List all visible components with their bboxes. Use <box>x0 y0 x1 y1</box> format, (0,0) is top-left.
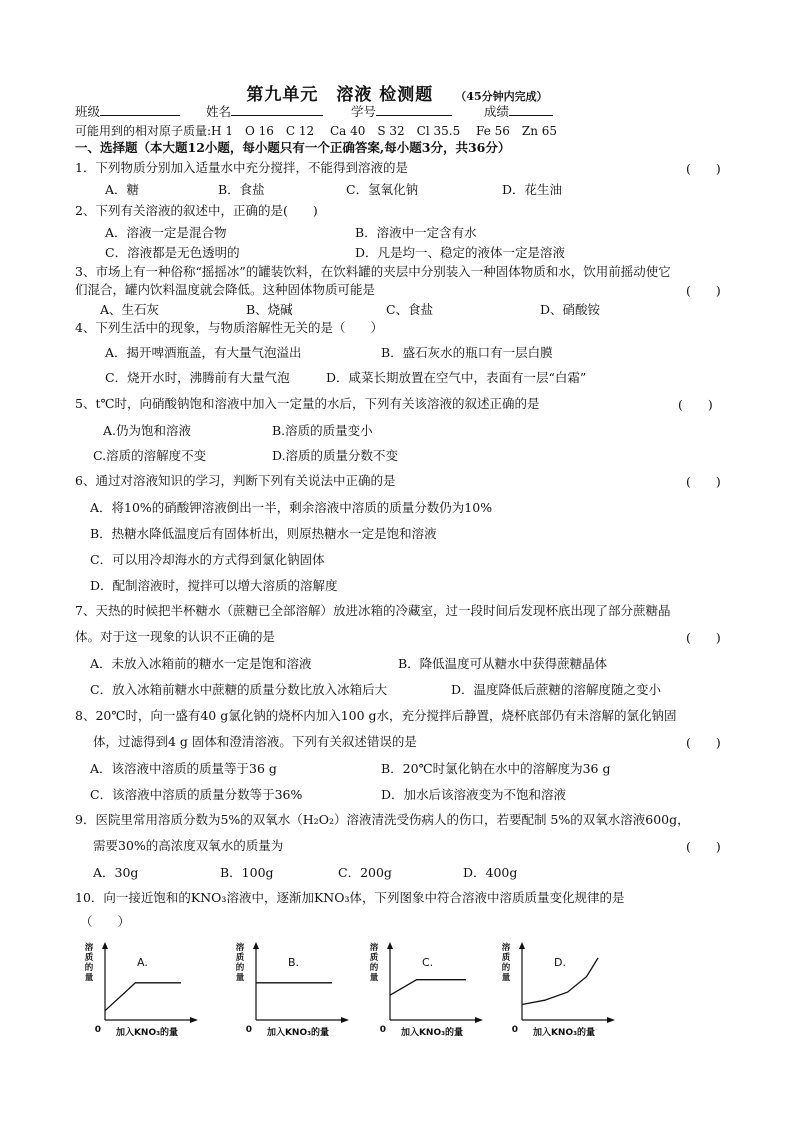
title-text: 第九单元 溶液 检测题 <box>246 85 434 105</box>
field-label-name: 姓名 <box>206 104 232 119</box>
graph-c-xlabel: 加入KNO₃的量 <box>400 1028 464 1038</box>
q7-option-d[interactable]: D．温度降低后蔗糖的溶解度随之变小 <box>451 682 662 697</box>
graph-a-y-arrow <box>102 942 108 949</box>
q5-option-b[interactable]: B.溶质的质量变小 <box>272 423 373 438</box>
name-blank[interactable] <box>231 103 323 116</box>
answer-paren-3[interactable]: ( ) <box>686 283 721 298</box>
q9-option-c[interactable]: C．200g <box>338 865 392 880</box>
q2-option-c[interactable]: C．溶液都是无色透明的 <box>105 245 240 260</box>
q6-option-a[interactable]: A．将10%的硝酸钾溶液倒出一半，剩余溶液中溶质的质量分数仍为10% <box>90 500 493 515</box>
graph-c-x-arrow <box>475 1017 483 1023</box>
q5-option-d[interactable]: D.溶质的质量分数不变 <box>272 448 399 463</box>
graph-a-ylabel-char: 质 <box>84 953 94 963</box>
question-1: 1．下列物质分别加入适量水中充分搅拌，不能得到溶液的是 <box>75 160 408 175</box>
graph-a-label: A. <box>137 956 148 969</box>
answer-paren-1[interactable]: ( ) <box>686 161 721 176</box>
q4-option-a[interactable]: A．揭开啤酒瓶盖，有大量气泡溢出 <box>105 345 302 360</box>
q9-option-a[interactable]: A．30g <box>93 865 139 880</box>
q8-option-c[interactable]: C．该溶液中溶质的质量分数等于36% <box>90 787 303 802</box>
graph-c-curve <box>390 980 466 996</box>
q6-option-d[interactable]: D．配制溶液时，搅拌可以增大溶质的溶解度 <box>90 578 338 593</box>
q8-option-a[interactable]: A．该溶液中溶质的质量等于36 g <box>90 761 277 776</box>
q4-option-c[interactable]: C．烧开水时，沸腾前有大量气泡 <box>105 370 290 385</box>
graph-c-label: C. <box>422 956 434 969</box>
q9-option-b[interactable]: B．100g <box>220 865 274 880</box>
q4-option-b[interactable]: B．盛石灰水的瓶口有一层白膜 <box>381 345 553 360</box>
graph-a-origin: 0 <box>94 1025 101 1035</box>
graph-d-ylabel-char: 质 <box>501 953 511 963</box>
student-info-row <box>75 103 553 121</box>
graph-c-y-arrow <box>387 942 393 949</box>
question-7-line-1: 7、天热的时候把半杯糖水（蔗糖已全部溶解）放进冰箱的冷藏室，过一段时间后发现杯底出现了部分蔗糖晶 <box>75 603 671 618</box>
q8-option-b[interactable]: B．20℃时氯化钠在水中的溶解度为36 g <box>381 761 611 776</box>
q6-option-c[interactable]: C．可以用冷却海水的方式得到氯化钠固体 <box>90 552 325 567</box>
question-3-line-1: 3、市场上有一种俗称“摇摇冰”的罐装饮料，在饮料罐的夹层中分别装入一种固体物质和水，饮用前摇动使它 <box>75 264 671 279</box>
graph-d-xlabel: 加入KNO₃的量 <box>532 1028 596 1038</box>
graph-d-y-arrow <box>519 942 525 949</box>
q4-option-d[interactable]: D．咸菜长期放置在空气中，表面有一层“白霜” <box>326 370 587 385</box>
graph-a-x-arrow <box>190 1017 198 1023</box>
graph-b-y-arrow <box>253 942 259 949</box>
q2-option-b[interactable]: B．溶液中一定含有水 <box>355 225 477 240</box>
q7-option-b[interactable]: B．降低温度可从糖水中获得蔗糖晶体 <box>398 656 608 671</box>
page-title <box>0 80 794 105</box>
question-10-line-2: （ ） <box>80 914 131 929</box>
q2-option-d[interactable]: D．凡是均一、稳定的液体一定是溶液 <box>355 245 566 260</box>
graph-d-origin: 0 <box>511 1025 518 1035</box>
graph-a-ylabel-char: 的 <box>84 963 94 973</box>
question-6: 6、通过对溶液知识的学习，判断下列有关说法中正确的是 <box>75 473 396 488</box>
graph-a-ylabel-char: 量 <box>84 973 94 983</box>
answer-paren-7[interactable]: ( ) <box>686 630 721 645</box>
answer-paren-8[interactable]: ( ) <box>686 735 721 750</box>
graph-d-ylabel-char: 的 <box>501 963 511 973</box>
graph-b-origin: 0 <box>245 1025 252 1035</box>
q7-option-c[interactable]: C．放入冰箱前糖水中蔗糖的质量分数比放入冰箱后大 <box>90 682 388 697</box>
graph-d-ylabel-char: 量 <box>501 973 511 983</box>
graph-c-ylabel-char: 量 <box>369 973 379 983</box>
section-title: 一、选择题（本大题12小题，每小题只有一个正确答案,每小题3分，共36分） <box>75 140 511 155</box>
atomic-masses: 可能用到的相对原子质量:H 1 O 16 C 12 Ca 40 S 32 Cl 35.5 Fe 56 Zn 65 <box>75 124 558 138</box>
time-note: （45分钟内完成） <box>455 90 548 103</box>
answer-paren-6[interactable]: ( ) <box>686 474 721 489</box>
answer-paren-9[interactable]: ( ) <box>686 839 721 854</box>
q6-option-b[interactable]: B．热糖水降低温度后有固体析出，则原热糖水一定是饱和溶液 <box>90 526 437 541</box>
graph-b-ylabel-char: 量 <box>235 973 245 983</box>
question-8-line-2: 体，过滤得到4 g 固体和澄清溶液。下列有关叙述错误的是 <box>93 734 417 749</box>
graph-b-x-arrow <box>341 1017 349 1023</box>
field-label-score: 成绩 <box>484 104 510 119</box>
graph-a-curve <box>105 983 181 1011</box>
graph-b-ylabel-char: 溶 <box>235 943 245 953</box>
graph-c-origin: 0 <box>379 1025 386 1035</box>
question-9-line-1: 9．医院里常用溶质分数为5%的双氧水（H₂O₂）溶液清洗受伤病人的伤口，若要配制 5%的双氧水溶液600g， <box>75 812 690 827</box>
id-blank[interactable] <box>376 103 452 116</box>
q1-option-d[interactable]: D．花生油 <box>502 182 563 197</box>
graph-a-ylabel-char: 溶 <box>84 943 94 953</box>
graph-b-xlabel: 加入KNO₃的量 <box>266 1028 330 1038</box>
q1-option-a[interactable]: A．糖 <box>105 182 140 197</box>
graph-c-ylabel-char: 质 <box>369 953 379 963</box>
graph-d-x-arrow <box>607 1017 615 1023</box>
graph-b-ylabel-char: 质 <box>235 953 245 963</box>
q7-option-a[interactable]: A．未放入冰箱前的糖水一定是饱和溶液 <box>90 656 312 671</box>
q1-option-b[interactable]: B．食盐 <box>218 182 265 197</box>
graph-c-ylabel-char: 的 <box>369 963 379 973</box>
q1-option-c[interactable]: C．氢氧化钠 <box>346 182 419 197</box>
q3-option-d[interactable]: D、硝酸铵 <box>540 302 601 317</box>
class-blank[interactable] <box>100 103 180 116</box>
question-5: 5、t℃时，向硝酸钠饱和溶液中加入一定量的水后，下列有关该溶液的叙述正确的是 <box>75 396 540 411</box>
graph-b-label: B. <box>288 956 300 969</box>
q8-option-d[interactable]: D．加水后该溶液变为不饱和溶液 <box>381 787 567 802</box>
question-4: 4、下列生活中的现象，与物质溶解性无关的是（ ） <box>75 320 383 335</box>
field-label-class: 班级 <box>75 104 101 119</box>
q2-option-a[interactable]: A．溶液一定是混合物 <box>105 225 227 240</box>
q10-graphs <box>0 930 794 1040</box>
question-7-line-2: 体。对于这一现象的认识不正确的是 <box>75 629 276 644</box>
graph-c-ylabel-char: 溶 <box>369 943 379 953</box>
q3-option-b[interactable]: B、烧碱 <box>246 302 293 317</box>
question-10-line-1: 10．向一接近饱和的KNO₃溶液中，逐渐加KNO₃体，下列图象中符合溶液中溶质质量变化规律的是 <box>75 890 625 905</box>
q9-option-d[interactable]: D．400g <box>463 865 518 880</box>
q5-option-c[interactable]: C.溶质的溶解度不变 <box>93 448 207 463</box>
q3-option-c[interactable]: C、食盐 <box>386 302 434 317</box>
question-9-line-2: 需要30%的高浓度双氧水的质量为 <box>93 838 284 853</box>
question-2: 2、下列有关溶液的叙述中，正确的是( ) <box>75 203 318 218</box>
question-3-line-2: 们混合，罐内饮料温度就会降低。这种固体物质可能是 <box>75 282 376 297</box>
graph-d-label: D. <box>554 956 566 969</box>
graph-a-xlabel: 加入KNO₃的量 <box>115 1028 179 1038</box>
answer-paren-5[interactable]: ( ) <box>678 397 713 412</box>
question-8-line-1: 8、20℃时，向一盛有40 g氯化钠的烧杯内加入100 g水，充分搅拌后静置，烧杯底部仍有未溶解的氯化钠固 <box>75 708 677 723</box>
graph-d-ylabel-char: 溶 <box>501 943 511 953</box>
score-blank[interactable] <box>509 103 553 116</box>
graph-b-ylabel-char: 的 <box>235 963 245 973</box>
field-label-id: 学号 <box>351 104 377 119</box>
q5-option-a[interactable]: A.仍为饱和溶液 <box>103 423 192 438</box>
q3-option-a[interactable]: A、生石灰 <box>100 302 160 317</box>
